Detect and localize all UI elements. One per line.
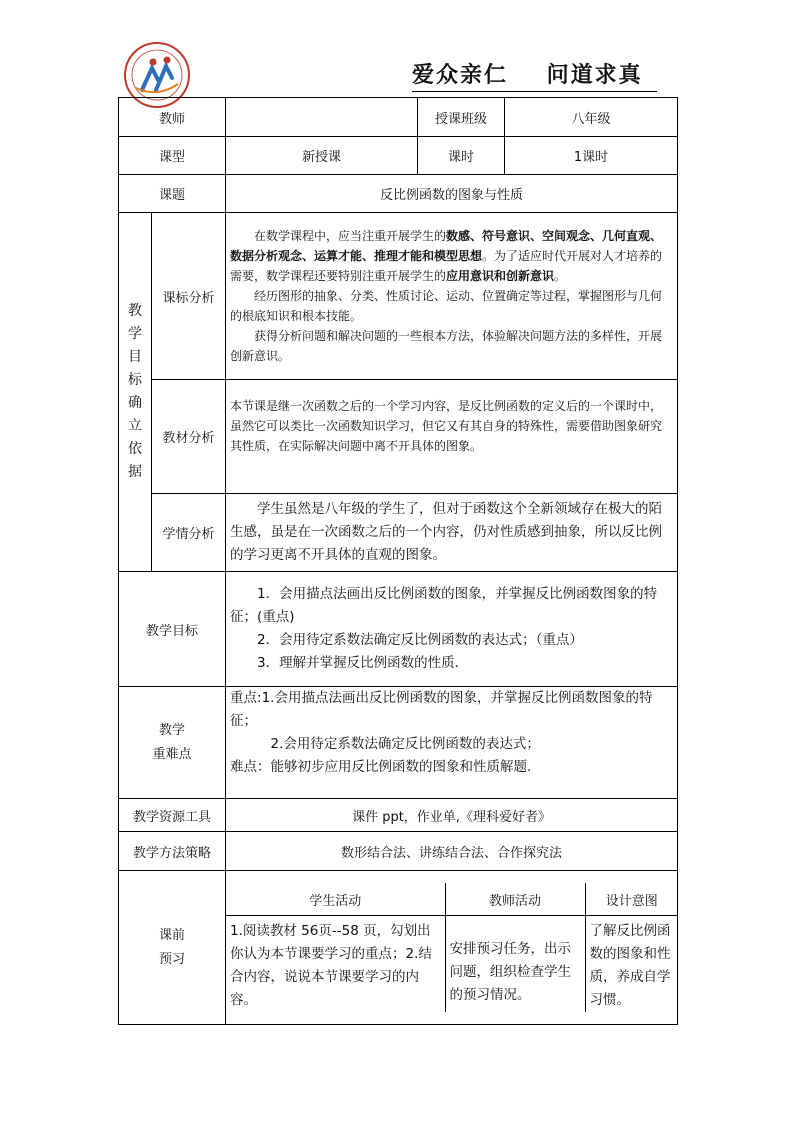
hours-value: 1课时 [505, 137, 678, 175]
key-3: 难点：能够初步应用反比例函数的图象和性质解题. [230, 759, 532, 775]
row-resources [119, 799, 678, 832]
students-text: 学生虽然是八年级的学生了，但对于函数这个全新领域存在极大的陌生感，虽是在一次函数之后的一个内容，仍对性质感到抽象，所以反比例的学习更离不开具体的直观的图象。 [226, 494, 678, 572]
curriculum-text [226, 213, 678, 380]
col-design-intent: 设计意图 [585, 883, 678, 915]
preview-inner-table [226, 883, 678, 1012]
resources-label: 教学资源工具 [119, 799, 226, 832]
design-intent-text: 了解反比例函数的图象和性质，养成自学习惯。 [585, 915, 678, 1012]
preview-label-1: 课前 [159, 927, 186, 943]
hours-label: 课时 [418, 137, 505, 175]
curriculum-label: 课标分析 [152, 213, 226, 380]
preview-label-2: 预习 [159, 951, 186, 967]
row-teacher [119, 98, 678, 137]
curriculum-p3: 获得分析问题和解决问题的一些根本方法，体验解决问题方法的多样性，开展创新意识。 [230, 329, 663, 363]
topic-label: 课题 [119, 175, 226, 213]
students-label: 学情分析 [152, 494, 226, 572]
type-value: 新授课 [226, 137, 418, 175]
key-2: 2.会用待定系数法确定反比例函数的表达式； [270, 736, 540, 752]
lesson-plan-table [118, 97, 678, 1025]
key-label-2: 重难点 [152, 746, 192, 762]
row-key [119, 687, 678, 799]
curriculum-p1-a: 在数学课程中，应当注重开展学生的 [254, 229, 447, 243]
row-students [119, 494, 678, 572]
key-text [226, 687, 678, 799]
curriculum-p1-d: 应用意识和创新意识 [446, 269, 555, 283]
teacher-activity-text: 安排预习任务，出示问题，组织检查学生的预习情况。 [445, 915, 585, 1012]
methods-value: 数形结合法、讲练结合法、合作探究法 [226, 832, 678, 871]
row-goals [119, 572, 678, 687]
curriculum-p1-b: 数感、符号意识、空间观念、几何直观、数据分析观念、运算才能、推理才能和模型思想 [230, 229, 663, 263]
textbook-label: 教材分析 [152, 380, 226, 494]
class-value: 八年级 [505, 98, 678, 137]
methods-label: 教学方法策略 [119, 832, 226, 871]
teacher-label: 教师 [119, 98, 226, 137]
preview-content-row [226, 915, 678, 1012]
row-textbook [119, 380, 678, 494]
topic-value: 反比例函数的图象与性质 [226, 175, 678, 213]
basis-label [119, 213, 152, 572]
school-motto: 爱众亲仁 问道求真 [412, 62, 643, 88]
goal-3: 3．理解并掌握反比例函数的性质． [257, 655, 469, 671]
curriculum-p1-c: 。为了适应时代开展对人才培养的需要，数学课程还要特别注重开展学生的 [230, 249, 663, 283]
row-type [119, 137, 678, 175]
motto-underline [412, 91, 657, 92]
row-curriculum [119, 213, 678, 380]
student-activity-text: 1.阅读教材 56页--58 页，勾划出你认为本节课要学习的重点；2.结合内容，说说本节课要学习的内容。 [226, 915, 445, 1012]
key-1: 重点:1.会用描点法画出反比例函数的图象，并掌握反比例函数图象的特征； [230, 690, 653, 729]
goal-2: 2．会用待定系数法确定反比例函数的表达式；（重点） [257, 632, 583, 648]
goals-text [226, 572, 678, 687]
preview-label [119, 871, 226, 1025]
textbook-text: 本节课是继一次函数之后的一个学习内容，是反比例函数的定义后的一个课时中，虽然它可以类比一次函数知识学习，但它又有其自身的特殊性，需要借助图象研究其性质，在实际解决问题中离不开具体的图象。 [226, 380, 678, 494]
row-preview [119, 871, 678, 1025]
goal-1: 1．会用描点法画出反比例函数的图象，并掌握反比例函数图象的特征；(重点) [230, 586, 658, 625]
class-label: 授课班级 [418, 98, 505, 137]
curriculum-p2: 经历图形的抽象、分类、性质讨论、运动、位置确定等过程，掌握图形与几何的根底知识和根本技能。 [230, 289, 663, 323]
type-label: 课型 [119, 137, 226, 175]
goals-label: 教学目标 [119, 572, 226, 687]
teacher-value [226, 98, 418, 137]
col-teacher-activity: 教师活动 [445, 883, 585, 915]
row-topic [119, 175, 678, 213]
basis-label-text: 教学目标确立依据 [128, 303, 142, 480]
preview-activities [226, 871, 678, 1025]
resources-value: 课件 ppt，作业单,《理科爱好者》 [226, 799, 678, 832]
key-label [119, 687, 226, 799]
preview-header-row [226, 883, 678, 915]
col-student-activity: 学生活动 [226, 883, 445, 915]
row-methods [119, 832, 678, 871]
curriculum-p1-e: 。 [554, 269, 567, 283]
key-label-1: 教学 [159, 722, 186, 738]
